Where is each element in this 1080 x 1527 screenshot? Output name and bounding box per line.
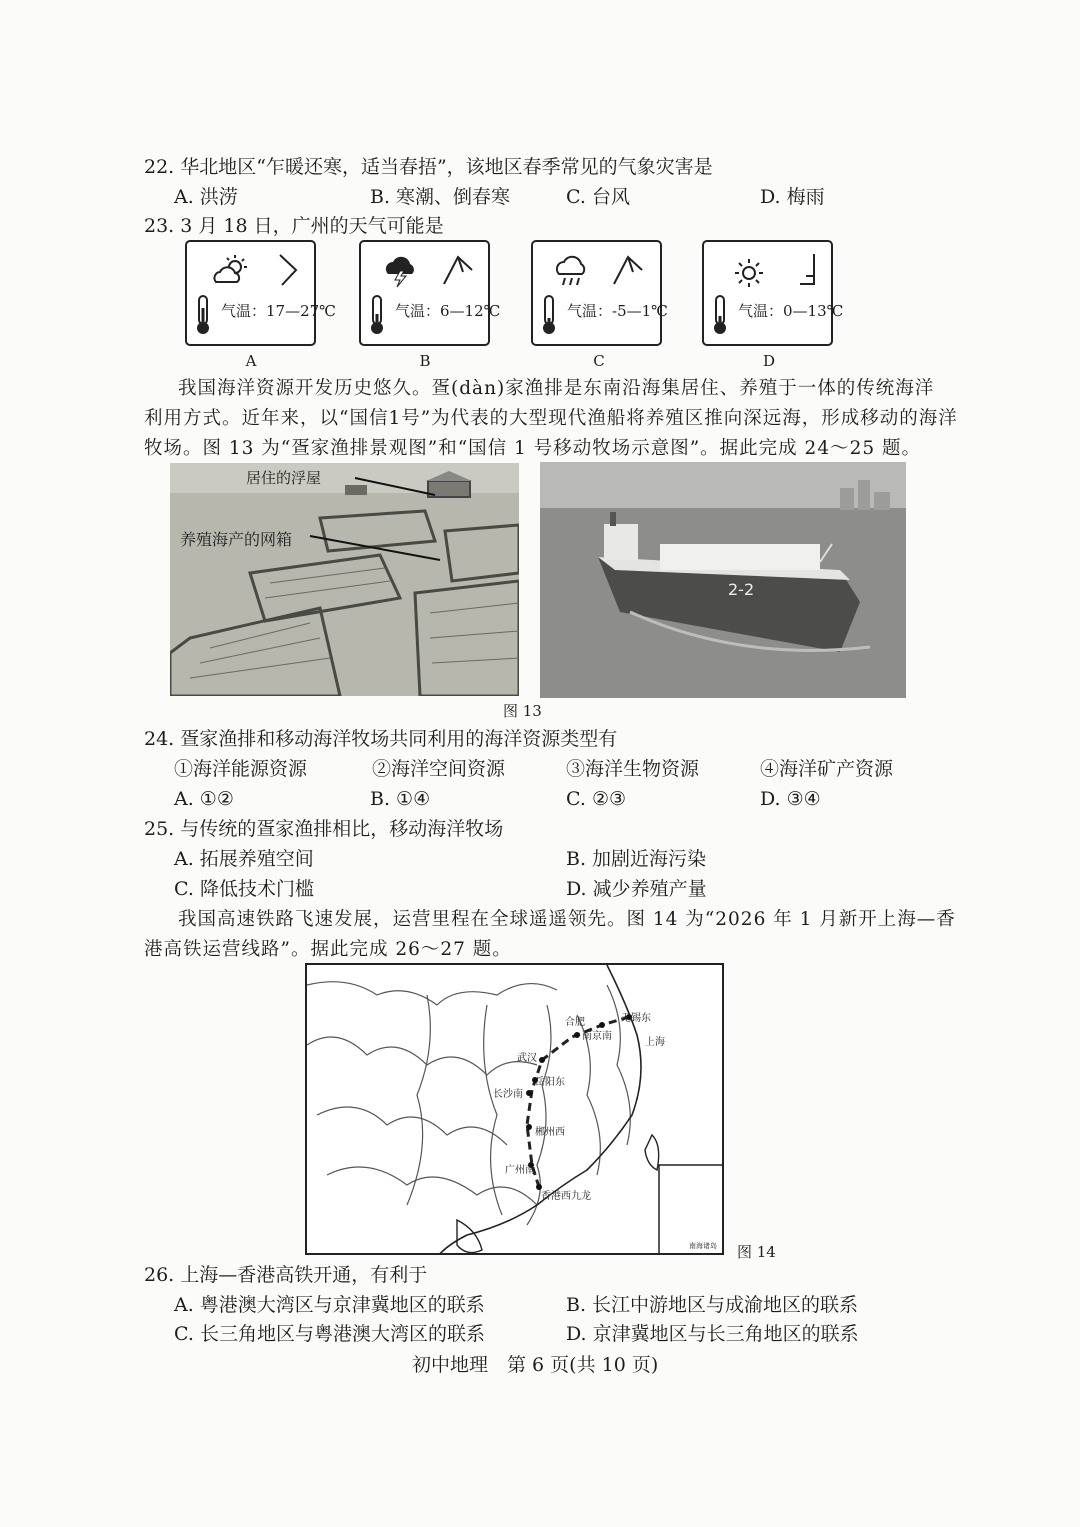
q24-option-c: C. ②③ [566,788,627,810]
rain-icon [553,254,589,290]
figure-14-caption: 图 14 [737,1243,776,1261]
page-footer: 初中地理 第 6 页(共 10 页) [412,1354,659,1376]
q24-option-a: A. ①② [174,788,234,810]
label-net-cage: 养殖海产的网箱 [180,530,293,549]
card-label-b: B [419,352,431,370]
weather-card-d [702,240,844,346]
q25-option-a: A. 拓展养殖空间 [174,848,314,870]
card-label-d: D [762,352,776,370]
q24-option-b: B. ①④ [370,788,431,810]
q24-item-2: ②海洋空间资源 [372,758,506,780]
q26-option-c: C. 长三角地区与粤港澳大湾区的联系 [174,1323,485,1345]
weather-card-c [531,240,668,346]
figure-13-caption: 图 13 [503,702,542,720]
q26-option-a: A. 粤港澳大湾区与京津冀地区的联系 [174,1294,485,1316]
question-22-stem: 22. 华北地区“乍暖还寒，适当春捂”，该地区春季常见的气象灾害是 [144,156,713,178]
city-label-shanghai: 上海 [645,1037,665,1048]
passage-1-line-1: 我国海洋资源开发历史悠久。疍(dàn)家渔排是东南沿海集居住、养殖于一体的传统海洋 [178,378,935,399]
question-25-stem: 25. 与传统的疍家渔排相比，移动海洋牧场 [144,818,504,840]
wind-icon [441,254,475,286]
passage-1-line-2: 利用方式。近年来，以“国信1号”为代表的大型现代渔船将养殖区推向深远海，形成移动的海洋 [144,408,958,429]
question-26-stem: 26. 上海—香港高铁开通，有利于 [144,1264,428,1286]
city-label-hefei: 合肥 [565,1017,585,1028]
q22-option-b: B. 寒潮、倒春寒 [370,186,511,208]
temperature-d: 气温：0—13℃ [738,302,844,320]
wind-icon [277,252,301,288]
q24-option-d: D. ③④ [760,788,821,810]
inset-label-south-china-sea: 南海诸岛 [689,1242,717,1250]
city-label-chenzhou-west: 郴州西 [535,1127,565,1138]
weather-card-a [185,240,336,346]
wind-icon [796,252,820,288]
q26-option-b: B. 长江中游地区与成渝地区的联系 [566,1294,859,1316]
thermometer-icon [711,294,729,336]
question-23-stem: 23. 3 月 18 日，广州的天气可能是 [144,215,444,237]
ship-hull-mark: 2-2 [728,580,755,599]
q24-item-3: ③海洋生物资源 [566,758,700,780]
passage-2-line-2: 港高铁运营线路”。据此完成 26～27 题。 [144,939,512,960]
fish-raft-photo [170,463,519,696]
weather-card-b [359,240,501,346]
card-label-a: A [245,352,257,370]
card-label-c: C [593,352,605,370]
passage-1-line-3: 牧场。图 13 为“疍家渔排景观图”和“国信 1 号移动牧场示意图”。据此完成 24～25 题。 [144,438,922,459]
sunny-icon [734,258,764,288]
wind-icon [611,254,645,286]
thermometer-icon [540,294,558,336]
q22-option-a: A. 洪涝 [174,186,238,208]
city-label-yueyang-east: 岳阳东 [535,1077,565,1088]
q22-option-d: D. 梅雨 [760,186,825,208]
city-label-hongkong-west-kowloon: 香港西九龙 [541,1191,591,1202]
city-label-wuhan: 武汉 [517,1053,537,1064]
thunderstorm-icon [383,254,419,288]
question-24-stem: 24. 疍家渔排和移动海洋牧场共同利用的海洋资源类型有 [144,728,618,750]
temperature-c: 气温：-5—1℃ [567,302,668,320]
q24-item-4: ④海洋矿产资源 [760,758,894,780]
q24-item-1: ①海洋能源资源 [174,758,308,780]
city-label-guangzhou-south: 广州南 [505,1165,535,1176]
q22-option-c: C. 台风 [566,186,630,208]
passage-2-line-1: 我国高速铁路飞速发展，运营里程在全球遥遥领先。图 14 为“2026 年 1 月新开上海—香 [178,909,956,930]
q25-option-b: B. 加剧近海污染 [566,848,707,870]
temperature-b: 气温：6—12℃ [395,302,501,320]
city-label-nanjing-south: 南京南 [582,1031,612,1042]
city-label-changsha-south: 长沙南 [493,1089,523,1100]
q26-option-d: D. 京津冀地区与长三角地区的联系 [566,1323,859,1345]
partly-sunny-icon [211,254,251,288]
label-floating-house: 居住的浮屋 [246,469,322,487]
thermometer-icon [368,294,386,336]
q25-option-c: C. 降低技术门槛 [174,878,314,900]
q25-option-d: D. 减少养殖产量 [566,878,707,900]
thermometer-icon [194,294,212,336]
ship-photo [540,462,906,698]
city-label-wuxi-east: 无锡东 [621,1013,651,1024]
temperature-a: 气温：17—27℃ [221,302,336,320]
rail-route-map [305,963,724,1255]
